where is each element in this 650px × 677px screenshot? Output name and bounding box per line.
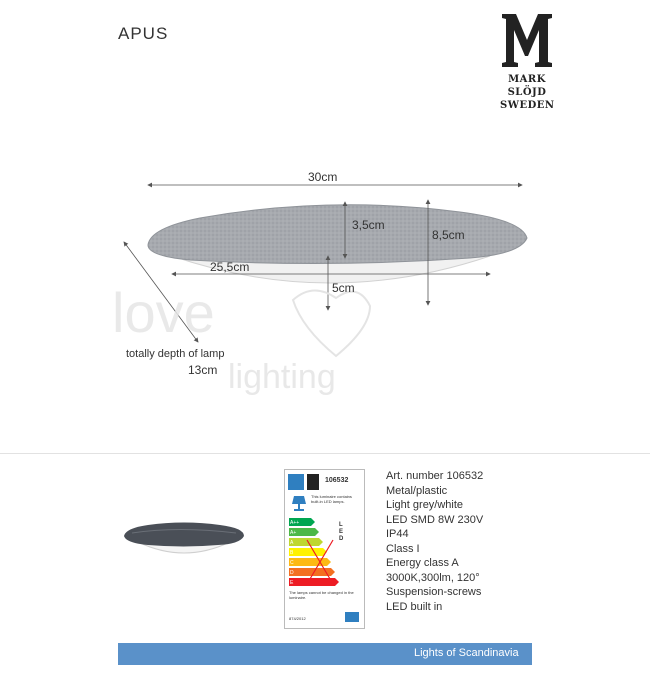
spec-energy: Energy class A (386, 557, 459, 569)
brand-line-2: SLÖJD (507, 87, 547, 98)
width-label: 30cm (308, 170, 338, 184)
shade-height-label: 3,5cm (352, 218, 385, 232)
spec-ip: IP44 (386, 528, 409, 540)
spec-color: Light grey/white (386, 499, 464, 511)
eu-flag-icon (288, 474, 304, 490)
product-title: APUS (118, 24, 169, 43)
led-letter-l: L (339, 522, 343, 528)
class-b: B (290, 550, 294, 556)
footer-text: Lights of Scandinavia (414, 647, 519, 659)
spec-art-number: Art. number 106532 (386, 470, 484, 482)
spec-led-built-in: LED built in (386, 600, 443, 613)
heart-icon (293, 290, 370, 356)
led-letters (339, 522, 343, 543)
brand-m-icon (500, 10, 554, 70)
spec-class: Class I (386, 542, 420, 555)
inner-width-label: 25,5cm (210, 260, 250, 274)
section-divider (0, 453, 650, 454)
total-height-label: 8,5cm (432, 228, 465, 242)
spec-led: LED SMD 8W 230V (386, 513, 484, 526)
class-c: C (290, 560, 294, 566)
brand-logo (500, 10, 554, 116)
footer-bar (118, 643, 532, 665)
spec-light: 3000K,300lm, 120° (386, 571, 480, 584)
spec-mounting: Suspension-screws (386, 586, 482, 598)
spec-list (386, 469, 483, 614)
energy-classes (290, 518, 299, 588)
label-regulation: 874/2012 (289, 616, 306, 621)
lamp-icon (291, 494, 307, 512)
class-e: E (290, 580, 294, 586)
label-contains-text: This luminaire contains built-in LED lamps. (311, 494, 352, 504)
depth-value: 13cm (188, 363, 218, 377)
class-a: A (290, 540, 294, 546)
brand-line-1: MARK (508, 74, 546, 85)
led-letter-e: E (339, 529, 344, 535)
label-logo-icon (307, 474, 319, 490)
energy-scale (289, 518, 359, 586)
led-letter-d: D (339, 536, 344, 542)
eu-stars-icon (345, 612, 359, 622)
label-number: 106532 (325, 477, 349, 484)
diffuser-height-label: 5cm (332, 281, 355, 295)
shade-shape (148, 205, 527, 264)
product-photo (118, 520, 250, 566)
class-a-plus: A+ (290, 530, 297, 536)
watermark-word-2: lighting (228, 358, 336, 396)
brand-line-3: SWEDEN (500, 100, 555, 111)
watermark-word-1: love (112, 281, 215, 344)
depth-label: totally depth of lamp (126, 348, 225, 360)
class-d: D (290, 570, 294, 576)
energy-label (284, 469, 365, 629)
class-a-plus-plus: A++ (290, 520, 300, 526)
label-note: The lamps cannot be changed in the luminaire. (289, 590, 354, 600)
spec-material: Metal/plastic (386, 484, 448, 497)
